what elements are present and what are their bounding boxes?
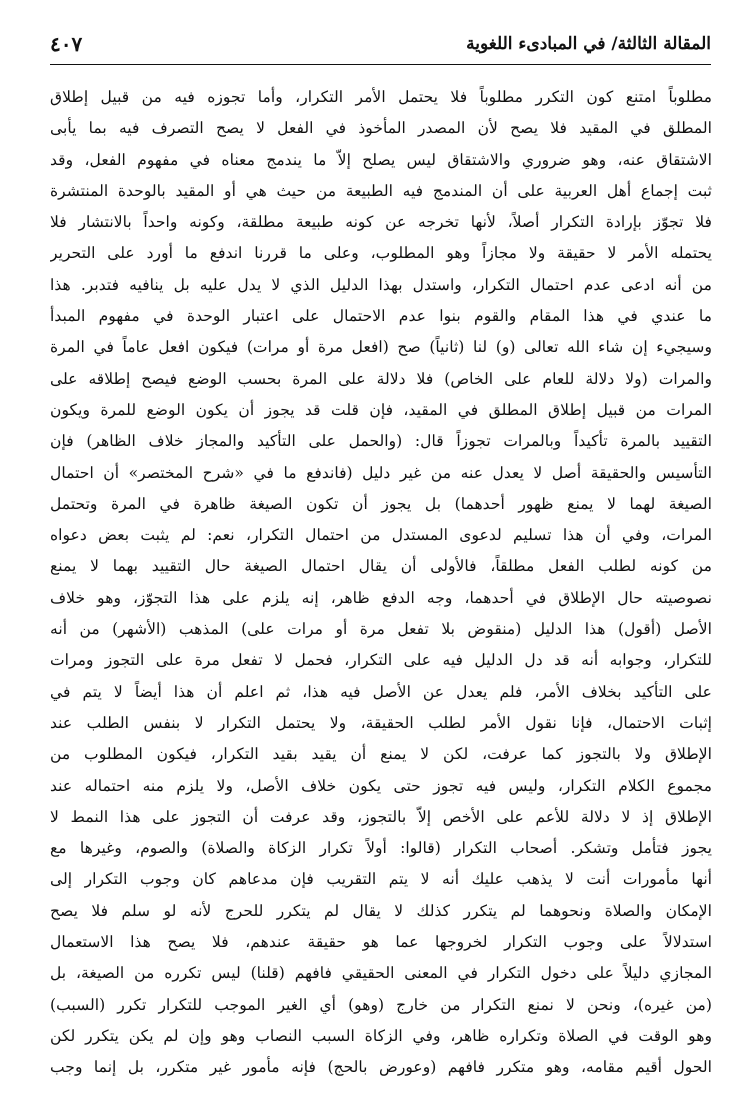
text-line: والمرات (ولا دلالة للعام على الخاص) فلا دلالة على المرة بحسب الوضع فيصح إطلاقه على <box>50 369 712 388</box>
page-header <box>50 30 711 65</box>
text-line: استدلالاً على وجوب التكرار لخروجها عما هو حقيقة عندهم، فلا يصح هذا الاستعمال <box>50 933 712 952</box>
text-line: المجازي دليلاً على دخول التكرار في المعنى الحقيقي فافهم (قلنا) ليس تكرره من الصيغة، بل <box>50 964 712 983</box>
text-line: الاشتقاق عنه، وهو ضروري والاشتقاق ليس يصلح إلاّ ما يندمج معناه في مفهوم الفعل، وقد <box>50 150 712 169</box>
text-line: من أنه ادعى عدم احتمال التكرار، واستدل بهذا الدليل الذي لا يدل عليه بل ينافيه فتدبر. هذا <box>50 275 712 294</box>
text-line: ما عندي في هذا المقام والقوم بنوا عدم الاحتمال على اعتبار الوحدة في مفهوم المبدأ <box>50 307 712 326</box>
running-title: المقالة الثالثة/ في المبادىء اللغوية <box>466 34 711 54</box>
text-line: المرات، وفي أن هذا تسليم لدعوى المستدل من احتمال التكرار، نعم: لم يثبت بعض دعواه <box>50 526 712 545</box>
text-line: الأصل (أقول) هذا الدليل (منقوض بلا تفعل مرة أو مرات على) المذهب (الأشهر) من أنه <box>50 620 712 639</box>
text-line: مطلوباً امتنع كون التكرر مطلوباً فلا يحتمل الأمر التكرار، وأما تجوزه فيه من قبيل إطلاق <box>50 88 712 106</box>
text-line: من كونه لطلب الفعل مطلقاً، فالأولى أن يقال احتمال الصيغة حال التقييد بهما لا يمنع <box>50 557 712 576</box>
text-line: فلا تجوّز بإرادة التكرار أصلاً، لأنها تخرجه عن كونه طبيعة مطلقة، وكونه واحداً بالانتشار فلا <box>50 213 712 232</box>
text-line: نصوصيته حال الإطلاق في أحدهما، وجه الدفع ظاهر، إنه يلزم على هذا التجوّز، وهو خلاف <box>50 588 712 607</box>
text-line: الحول أقيم مقامه، وهو متكرر فافهم (وعورض بالحج) فإنه مأمور غير متكرر، بل إنما وجب <box>50 1058 712 1077</box>
text-line: الإطلاق إذ لا دلالة للأعم على الأخص إلاّ بالتجوز، وقد عرفت أن التجوز على هذا النمط لا <box>50 807 712 826</box>
body-text <box>50 82 712 1084</box>
text-line: الإمكان والصلاة ونحوهما لم يتكرر كذلك لا يقال لم يتكرر للحرج لأنه لو سلم فلا يصح <box>50 901 712 920</box>
text-line: وهو الوقت في الصلاة وتكراره ظاهر، وفي الزكاة السبب النصاب وهو وإن لم يكن يتكرر لكن <box>50 1026 712 1045</box>
text-line: إثبات الاحتمال، فإنا نقول الأمر لطلب الحقيقة، ولا يحتمل التكرار لا بنفس الطلب عند <box>50 713 712 732</box>
text-line: ثبت إجماع أهل العربية على أن المندمج فيه الطبيعة من حيث هي أو المقيد بالوحدة المنتشرة <box>50 181 712 200</box>
text-line: يجوز فتأمل وتشكر. أصحاب التكرار (قالوا: أولاً تكرار الزكاة والصلاة) والصوم، وغيرها مع <box>50 839 712 858</box>
text-line: للتكرار، وجوابه أنه قد دل الدليل فيه على التكرار، فحمل لا تفعل مرة على التجوز ومرات <box>50 651 712 670</box>
page-number: ٤٠٧ <box>50 32 83 56</box>
text-line: أنها مأمورات أنت لا يذهب عليك أنه لا يتم التقريب فإن مدعاهم كان وجوب التكرار إلى <box>50 870 712 889</box>
text-line: يحتمله الأمر لا حقيقة ولا مجازاً وهو المطلوب، وعلى ما قررنا اندفع ما أورد على التحرير <box>50 244 712 263</box>
text-line: (من غيره)، ونحن لا نمنع التكرار من خارج (وهو) أي الغير الموجب للتكرار تكرر (السبب) <box>50 995 712 1014</box>
text-line: التقييد بالمرة تأكيداً وبالمرات تجوزاً قال: (والحمل على التأكيد والمجاز خلاف الظاهر) فإن <box>50 432 712 451</box>
text-line: وسيجيء إن شاء الله تعالى (و) لنا (ثانياً) صح (افعل مرة أو مرات) فيكون افعل عاماً في المرة <box>50 338 712 357</box>
text-line: على التأكيد بخلاف الأمر، فلم يعدل عن الأصل فيه هذا، ثم اعلم أن هذا أيضاً لا يتم في <box>50 682 712 701</box>
text-line: الإطلاق ولا بالتجوز كما عرفت، لكن لا يمنع أن يقيد بقيد التكرار، فيكون المطلوب من <box>50 745 712 764</box>
text-line: التأسيس والحقيقة أصل لا يعدل عنه من غير دليل (فاندفع ما في «شرح المختصر» أن احتمال <box>50 463 712 482</box>
text-line: المطلق في المقيد فلا يصح لأن المصدر المأخوذ في الفعل لا يصح التصرف فيه بما يأبى <box>50 119 712 138</box>
text-line: الصيغة لهما لا يمنع ظهور أحدهما) بل يجوز أن تكون الصيغة ظاهرة في المرة وتحتمل <box>50 494 712 513</box>
text-line: المرات من قبيل إطلاق المطلق في المقيد، فإن قلت قد يجوز أن يكون الوضع للمرة ويكون <box>50 400 712 419</box>
text-line: مجموع الكلام التكرار، وليس فيه تجوز حتى يكون خلاف الأصل، ولا يلزم منه احتماله عند <box>50 776 712 795</box>
